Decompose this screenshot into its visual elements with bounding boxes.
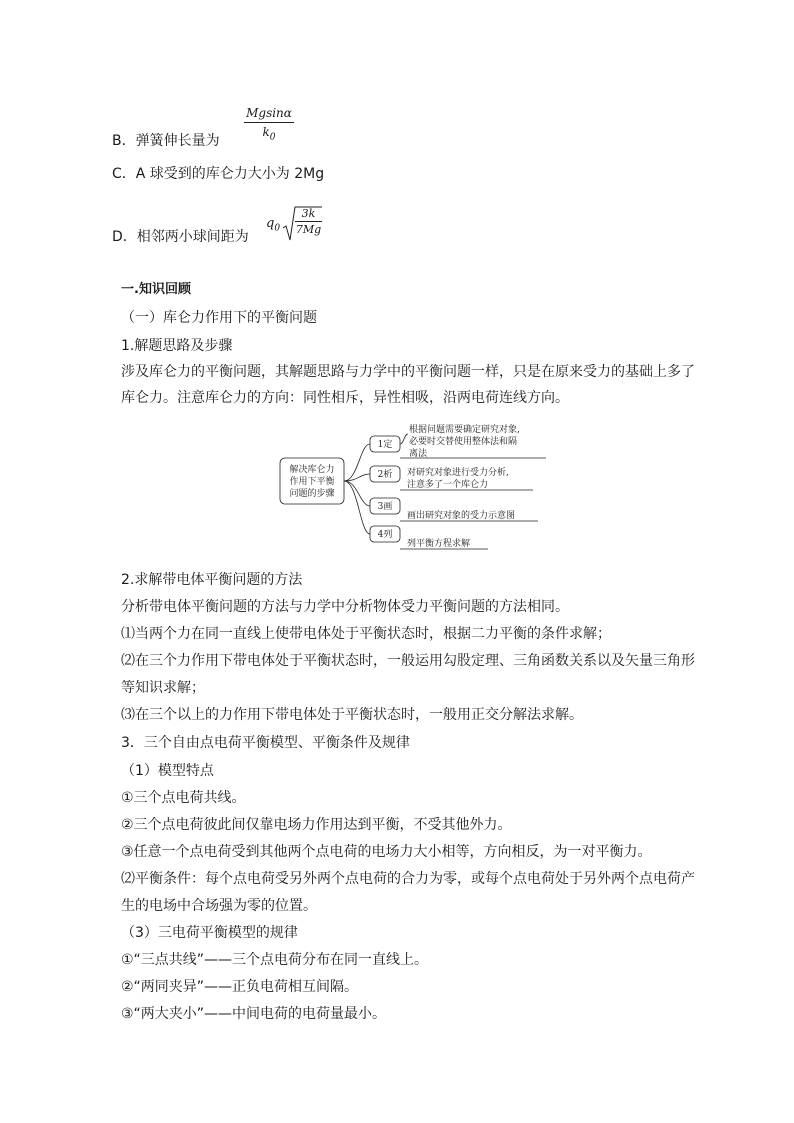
option-d-rad-num: 3k bbox=[301, 207, 316, 220]
option-d-formula bbox=[266, 204, 326, 244]
diagram-root-line1: 解决库仑力 bbox=[289, 465, 335, 475]
item-1-title: 1.解题思路及步骤 bbox=[121, 338, 233, 354]
item-1-paragraph-line1: 涉及库仑力的平衡问题，其解题思路与力学中的平衡问题一样，只是在原来受力的基础上多了 bbox=[121, 364, 695, 380]
item-3-s1-point-c: ③任意一个点电荷受到其他两个点电荷的电场力大小相等，方向相反，为一对平衡力。 bbox=[121, 844, 652, 860]
item-3-s3-point-c: ③“两大夹小”——中间电荷的电荷量最小。 bbox=[121, 1006, 387, 1022]
item-3-subsection-3: （3）三电荷平衡模型的规律 bbox=[121, 925, 298, 941]
diagram-step-4-desc-1: 列平衡方程求解 bbox=[407, 539, 471, 549]
diagram-step-1-desc-3: 离法 bbox=[409, 449, 428, 459]
item-2-intro: 分析带电体平衡问题的方法与力学中分析物体受力平衡问题的方法相同。 bbox=[121, 599, 569, 615]
option-b-denominator: $k_0$ bbox=[262, 125, 276, 143]
section-title: 一.知识回顾 bbox=[121, 282, 191, 297]
item-2-point-2-line2: 等知识求解； bbox=[121, 680, 205, 696]
item-3-subsection-2-line2: 生的电场中合场强为零的位置。 bbox=[121, 898, 317, 914]
option-d-coef: $q_0$ bbox=[266, 216, 281, 234]
diagram-step-2-desc-2: 注意多了一个库仑力 bbox=[407, 480, 489, 490]
item-3-subsection-1: （1）模型特点 bbox=[121, 763, 214, 779]
item-3-s3-point-a: ①“三点共线”——三个点电荷分布在同一直线上。 bbox=[121, 952, 429, 968]
item-2-title: 2.求解带电体平衡问题的方法 bbox=[121, 572, 303, 588]
diagram-root-line2: 作用下平衡 bbox=[289, 477, 335, 487]
diagram-step-4-tag: 4列 bbox=[377, 530, 393, 540]
option-d-rad-den: 7Mg bbox=[295, 223, 322, 236]
item-1-paragraph-line2: 库仑力。注意库仑力的方向：同性相斥，异性相吸，沿两电荷连线方向。 bbox=[121, 390, 569, 406]
option-b-label: B．弹簧伸长量为 bbox=[112, 133, 220, 149]
steps-diagram bbox=[278, 422, 548, 552]
subsection-1-title: （一）库仑力作用下的平衡问题 bbox=[121, 310, 317, 326]
fraction-bar bbox=[244, 122, 294, 123]
item-3-s1-point-b: ②三个点电荷彼此间仅靠电场力作用达到平衡，不受其他外力。 bbox=[121, 817, 512, 833]
diagram-step-2-tag: 2析 bbox=[377, 470, 393, 480]
diagram-step-3-tag: 3画 bbox=[377, 502, 393, 512]
item-2-point-2-line1: ⑵在三个力作用下带电体处于平衡状态时，一般运用勾股定理、三角函数关系以及矢量三角形 bbox=[121, 653, 695, 669]
diagram-step-1-desc-2: 必要时交替使用整体法和隔 bbox=[409, 437, 518, 447]
item-2-point-1: ⑴当两个力在同一直线上使带电体处于平衡状态时，根据二力平衡的条件求解； bbox=[121, 626, 611, 642]
fraction-bar bbox=[295, 221, 322, 222]
item-3-s3-point-b: ②“两同夹异”——正负电荷相互间隔。 bbox=[121, 979, 359, 995]
option-b-numerator: Mgsinα bbox=[246, 106, 292, 120]
option-b-fraction bbox=[244, 106, 294, 142]
diagram-root-line3: 问题的步骤 bbox=[289, 489, 335, 499]
item-2-point-3: ⑶在三个以上的力作用下带电体处于平衡状态时，一般用正交分解法求解。 bbox=[121, 707, 583, 723]
option-c: C．A 球受到的库仑力大小为 2Mg bbox=[112, 166, 325, 182]
item-3-subsection-2-line1: ⑵平衡条件：每个点电荷受另外两个点电荷的合力为零，或每个点电荷处于另外两个点电荷产 bbox=[121, 871, 695, 887]
diagram-step-2-desc-1: 对研究对象进行受力分析, bbox=[407, 468, 509, 478]
item-3-s1-point-a: ①三个点电荷共线。 bbox=[121, 790, 246, 806]
item-3-title: 3．三个自由点电荷平衡模型、平衡条件及规律 bbox=[121, 735, 410, 751]
diagram-step-1-desc-1: 根据问题需要确定研究对象, bbox=[409, 425, 520, 435]
option-d-radicand bbox=[295, 207, 322, 236]
diagram-step-1-tag: 1定 bbox=[377, 440, 393, 450]
option-d-label: D．相邻两小球间距为 bbox=[112, 229, 249, 245]
diagram-step-3-desc-1: 画出研究对象的受力示意图 bbox=[407, 511, 516, 521]
